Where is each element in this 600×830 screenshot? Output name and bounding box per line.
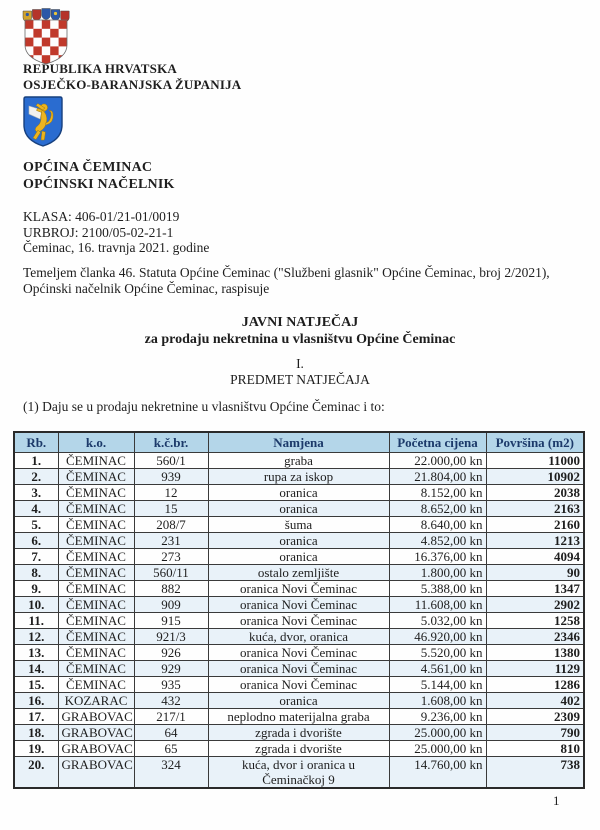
cell-rb: 13.	[14, 645, 58, 661]
cell-ko: ČEMINAC	[58, 581, 134, 597]
cell-rb: 18.	[14, 725, 58, 741]
cell-kcbr: 926	[134, 645, 208, 661]
cell-ko: ČEMINAC	[58, 661, 134, 677]
col-header-povrsina: Površina (m2)	[486, 432, 584, 453]
cell-pocetna-cijena: 1.800,00 kn	[389, 565, 486, 581]
intro-paragraph: Temeljem članka 46. Statuta Općine Čeminac ("Službeni glasnik" Općine Čeminac, broj 2/2021), Općinski načelnik Općine Čeminac, raspisuje	[23, 265, 550, 296]
cell-kcbr: 273	[134, 549, 208, 565]
cell-rb: 5.	[14, 517, 58, 533]
cell-pocetna-cijena: 8.640,00 kn	[389, 517, 486, 533]
cell-rb: 9.	[14, 581, 58, 597]
cell-pocetna-cijena: 4.852,00 kn	[389, 533, 486, 549]
urbroj-line: URBROJ: 2100/05-02-21-1	[23, 224, 174, 240]
cell-ko: ČEMINAC	[58, 501, 134, 517]
cell-rb: 8.	[14, 565, 58, 581]
cell-ko: ČEMINAC	[58, 533, 134, 549]
cell-kcbr: 921/3	[134, 629, 208, 645]
cell-povrsina: 2038	[486, 485, 584, 501]
cell-rb: 4.	[14, 501, 58, 517]
cell-kcbr: 939	[134, 469, 208, 485]
cell-pocetna-cijena: 1.608,00 kn	[389, 693, 486, 709]
cell-pocetna-cijena: 8.152,00 kn	[389, 485, 486, 501]
municipality-line-1: OPĆINA ČEMINAC	[23, 160, 153, 175]
cell-povrsina: 738	[486, 757, 584, 789]
cell-kcbr: 324	[134, 757, 208, 789]
cell-namjena: graba	[208, 453, 389, 469]
cell-namjena: oranica Novi Čeminac	[208, 645, 389, 661]
cell-kcbr: 909	[134, 597, 208, 613]
table-row	[14, 741, 584, 757]
table-row	[14, 709, 584, 725]
cell-namjena: oranica Novi Čeminac	[208, 613, 389, 629]
cell-ko: ČEMINAC	[58, 565, 134, 581]
cell-rb: 1.	[14, 453, 58, 469]
table-row	[14, 485, 584, 501]
cell-povrsina: 1347	[486, 581, 584, 597]
table-row	[14, 517, 584, 533]
cell-pocetna-cijena: 22.000,00 kn	[389, 453, 486, 469]
cell-pocetna-cijena: 21.804,00 kn	[389, 469, 486, 485]
cell-pocetna-cijena: 5.144,00 kn	[389, 677, 486, 693]
cell-povrsina: 2163	[486, 501, 584, 517]
cell-povrsina: 4094	[486, 549, 584, 565]
ceminac-coat-of-arms-icon	[21, 95, 65, 149]
cell-povrsina: 90	[486, 565, 584, 581]
cell-rb: 10.	[14, 597, 58, 613]
cell-povrsina: 1213	[486, 533, 584, 549]
cell-kcbr: 560/1	[134, 453, 208, 469]
cell-povrsina: 10902	[486, 469, 584, 485]
section-numeral: I.	[296, 356, 304, 371]
col-header-kcbr: k.č.br.	[134, 432, 208, 453]
cell-rb: 7.	[14, 549, 58, 565]
cell-povrsina: 2309	[486, 709, 584, 725]
cell-kcbr: 560/11	[134, 565, 208, 581]
cell-rb: 19.	[14, 741, 58, 757]
cell-rb: 17.	[14, 709, 58, 725]
table-row	[14, 757, 584, 789]
cell-namjena: zgrada i dvorište	[208, 725, 389, 741]
cell-pocetna-cijena: 8.652,00 kn	[389, 501, 486, 517]
cell-ko: ČEMINAC	[58, 485, 134, 501]
table-row	[14, 581, 584, 597]
cell-ko: ČEMINAC	[58, 517, 134, 533]
col-header-pocetna-cijena: Početna cijena	[389, 432, 486, 453]
cell-povrsina: 1286	[486, 677, 584, 693]
cell-namjena: oranica Novi Čeminac	[208, 677, 389, 693]
section-heading	[0, 356, 600, 387]
cell-namjena: šuma	[208, 517, 389, 533]
table-row	[14, 549, 584, 565]
state-header	[23, 61, 241, 93]
page-number: 1	[553, 793, 560, 808]
cell-ko: GRABOVAC	[58, 757, 134, 789]
cell-povrsina: 1258	[486, 613, 584, 629]
cell-pocetna-cijena: 5.520,00 kn	[389, 645, 486, 661]
cell-namjena: oranica	[208, 501, 389, 517]
cell-rb: 11.	[14, 613, 58, 629]
table-row	[14, 677, 584, 693]
col-header-rb: Rb.	[14, 432, 58, 453]
cell-kcbr: 929	[134, 661, 208, 677]
cell-ko: ČEMINAC	[58, 549, 134, 565]
cell-namjena: oranica Novi Čeminac	[208, 597, 389, 613]
cell-povrsina: 790	[486, 725, 584, 741]
cell-povrsina: 402	[486, 693, 584, 709]
cell-kcbr: 231	[134, 533, 208, 549]
table-row	[14, 693, 584, 709]
cell-namjena: oranica	[208, 533, 389, 549]
croatia-coat-of-arms-icon	[22, 7, 70, 64]
section-title: PREDMET NATJEČAJA	[230, 371, 370, 387]
cell-namjena: oranica	[208, 693, 389, 709]
cell-ko: ČEMINAC	[58, 469, 134, 485]
state-line-1: REPUBLIKA HRVATSKA	[23, 61, 178, 76]
cell-pocetna-cijena: 25.000,00 kn	[389, 741, 486, 757]
cell-namjena: rupa za iskop	[208, 469, 389, 485]
col-header-ko: k.o.	[58, 432, 134, 453]
cell-povrsina: 810	[486, 741, 584, 757]
state-line-2: OSJEČKO-BARANJSKA ŽUPANIJA	[23, 77, 242, 92]
cell-pocetna-cijena: 16.376,00 kn	[389, 549, 486, 565]
table-row	[14, 661, 584, 677]
cell-rb: 6.	[14, 533, 58, 549]
cell-pocetna-cijena: 9.236,00 kn	[389, 709, 486, 725]
cell-ko: KOZARAC	[58, 693, 134, 709]
cell-pocetna-cijena: 5.388,00 kn	[389, 581, 486, 597]
table-row	[14, 597, 584, 613]
cell-kcbr: 15	[134, 501, 208, 517]
cell-kcbr: 432	[134, 693, 208, 709]
cell-pocetna-cijena: 46.920,00 kn	[389, 629, 486, 645]
cell-pocetna-cijena: 5.032,00 kn	[389, 613, 486, 629]
cell-kcbr: 64	[134, 725, 208, 741]
klasa-line: KLASA: 406-01/21-01/0019	[23, 209, 180, 224]
cell-kcbr: 915	[134, 613, 208, 629]
cell-ko: ČEMINAC	[58, 645, 134, 661]
cell-rb: 3.	[14, 485, 58, 501]
cell-rb: 16.	[14, 693, 58, 709]
table-row	[14, 565, 584, 581]
cell-rb: 15.	[14, 677, 58, 693]
document-meta	[23, 209, 209, 256]
cell-povrsina: 1129	[486, 661, 584, 677]
col-header-namjena: Namjena	[208, 432, 389, 453]
cell-ko: ČEMINAC	[58, 677, 134, 693]
cell-rb: 20.	[14, 757, 58, 789]
place-date-line: Čeminac, 16. travnja 2021. godine	[23, 240, 210, 255]
cell-povrsina: 2160	[486, 517, 584, 533]
cell-kcbr: 208/7	[134, 517, 208, 533]
cell-kcbr: 217/1	[134, 709, 208, 725]
table-row	[14, 725, 584, 741]
cell-povrsina: 11000	[486, 453, 584, 469]
cell-ko: GRABOVAC	[58, 725, 134, 741]
cell-namjena: ostalo zemljište	[208, 565, 389, 581]
cell-ko: GRABOVAC	[58, 741, 134, 757]
cell-kcbr: 12	[134, 485, 208, 501]
cell-pocetna-cijena: 14.760,00 kn	[389, 757, 486, 789]
table-row	[14, 629, 584, 645]
cell-namjena: oranica Novi Čeminac	[208, 581, 389, 597]
cell-rb: 12.	[14, 629, 58, 645]
document-title	[0, 314, 600, 348]
table-row	[14, 469, 584, 485]
cell-rb: 14.	[14, 661, 58, 677]
table-row	[14, 613, 584, 629]
municipality-line-2: OPĆINSKI NAČELNIK	[23, 176, 175, 192]
title-line-1: JAVNI NATJEČAJ	[241, 315, 359, 330]
cell-namjena: kuća, dvor, oranica	[208, 629, 389, 645]
table-row	[14, 533, 584, 549]
table-row	[14, 645, 584, 661]
cell-kcbr: 65	[134, 741, 208, 757]
table-row	[14, 501, 584, 517]
cell-namjena: oranica	[208, 485, 389, 501]
cell-namjena: oranica Novi Čeminac	[208, 661, 389, 677]
cell-ko: ČEMINAC	[58, 629, 134, 645]
title-line-2: za prodaju nekretnina u vlasništvu Općine Čeminac	[144, 332, 456, 347]
cell-namjena: zgrada i dvorište	[208, 741, 389, 757]
cell-pocetna-cijena: 11.608,00 kn	[389, 597, 486, 613]
cell-namjena: neplodno materijalna graba	[208, 709, 389, 725]
cell-ko: GRABOVAC	[58, 709, 134, 725]
cell-namjena: kuća, dvor i oranica u Čeminačkoj 9	[208, 757, 389, 789]
table-header-row	[14, 432, 584, 453]
cell-kcbr: 935	[134, 677, 208, 693]
cell-ko: ČEMINAC	[58, 597, 134, 613]
cell-kcbr: 882	[134, 581, 208, 597]
cell-povrsina: 2346	[486, 629, 584, 645]
cell-ko: ČEMINAC	[58, 613, 134, 629]
cell-pocetna-cijena: 4.561,00 kn	[389, 661, 486, 677]
list-intro-paragraph: (1) Daju se u prodaju nekretnine u vlasništvu Općine Čeminac i to:	[23, 399, 385, 414]
table-row	[14, 453, 584, 469]
property-table-body	[14, 453, 584, 789]
cell-rb: 2.	[14, 469, 58, 485]
municipality-header	[23, 160, 175, 193]
cell-ko: ČEMINAC	[58, 453, 134, 469]
properties-table	[13, 431, 585, 789]
cell-pocetna-cijena: 25.000,00 kn	[389, 725, 486, 741]
cell-povrsina: 1380	[486, 645, 584, 661]
cell-povrsina: 2902	[486, 597, 584, 613]
cell-namjena: oranica	[208, 549, 389, 565]
